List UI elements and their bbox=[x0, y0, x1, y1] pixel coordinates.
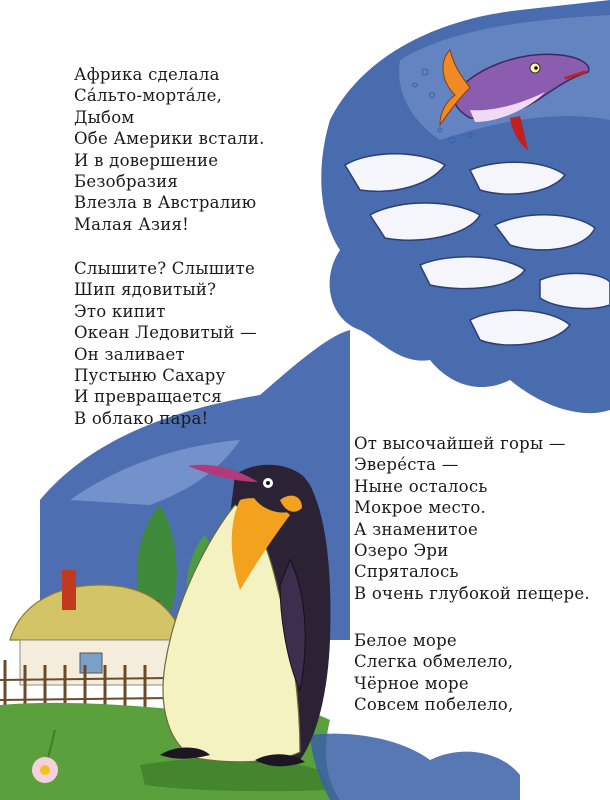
poem-line: Африка сделала bbox=[74, 65, 220, 84]
stanza-4 bbox=[354, 630, 513, 716]
water-bottom bbox=[310, 734, 520, 800]
poem-line: Влезла в Австралию bbox=[74, 193, 257, 213]
poem-line: Эвере́ста — bbox=[354, 455, 459, 475]
penguin-pupil bbox=[266, 481, 270, 485]
stanza-1 bbox=[74, 64, 265, 235]
poem-line: Слышите? Слышите bbox=[74, 259, 256, 278]
poem-line: От высочайшей горы — bbox=[354, 434, 566, 453]
poem-line: Чёрное море bbox=[354, 673, 469, 693]
poem-line: Совсем побелело, bbox=[354, 695, 514, 715]
stanza-2 bbox=[74, 258, 257, 429]
poem-line: Белое море bbox=[354, 631, 457, 650]
poem-line: И в довершение bbox=[74, 150, 219, 170]
poem-line: Са́льто-морта́ле, bbox=[74, 86, 223, 106]
fish-pupil bbox=[534, 66, 538, 70]
poem-line: В очень глубокой пещере. bbox=[354, 583, 590, 603]
poem-line: Безобразия bbox=[74, 172, 179, 192]
poem-line: Это кипит bbox=[74, 301, 166, 321]
poem-line: И превращается bbox=[74, 387, 222, 407]
poem-line: В облако пара! bbox=[74, 408, 209, 428]
poem-line: Слегка обмелело, bbox=[354, 652, 514, 672]
poem-line: Спряталось bbox=[354, 562, 459, 582]
stanza-3 bbox=[354, 433, 590, 604]
poem-line: Ныне осталось bbox=[354, 476, 488, 496]
poem-line: Обе Америки встали. bbox=[74, 129, 265, 149]
poem-line: Озеро Эри bbox=[354, 541, 449, 561]
poem-line: А знаменитое bbox=[354, 519, 478, 539]
poem-line: Мокрое место. bbox=[354, 498, 487, 518]
poem-line: Шип ядовитый? bbox=[74, 280, 217, 300]
poem-line: Малая Азия! bbox=[74, 214, 189, 234]
poem-line: Дыбом bbox=[74, 107, 135, 127]
poem-line: Океан Ледовитый — bbox=[74, 323, 257, 343]
poem-line: Он заливает bbox=[74, 344, 185, 364]
poem-line: Пустыню Сахару bbox=[74, 366, 226, 386]
